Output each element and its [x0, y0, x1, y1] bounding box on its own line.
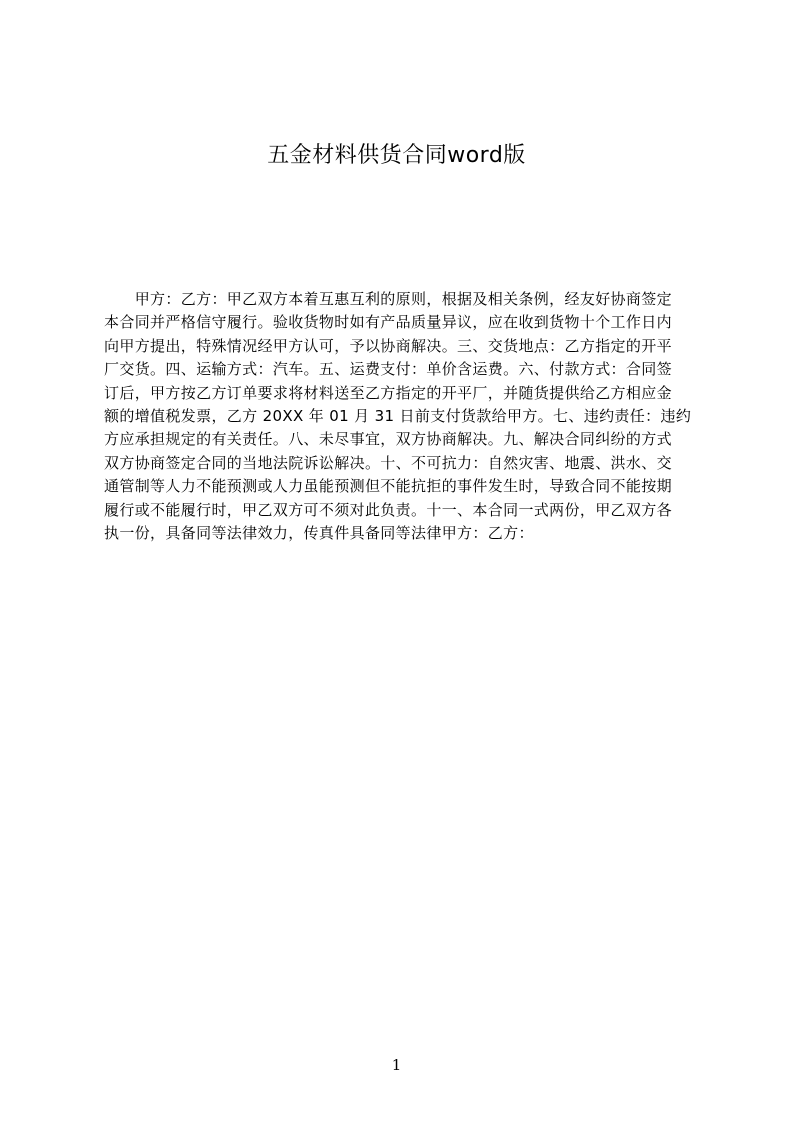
body-line-4: 厂交货。四、运输方式：汽车。五、运费支付：单价含运费。六、付款方式：合同签 — [104, 360, 672, 379]
body-line-10: 履行或不能履行时，甲乙双方可不须对此负责。十一、本合同一式两份，甲乙双方各 — [104, 500, 672, 519]
page-number: 1 — [391, 1056, 402, 1074]
contract-body — [104, 288, 696, 588]
body-line-8: 双方协商签定合同的当地法院诉讼解决。十、不可抗力：自然灾害、地震、洪水、交 — [104, 453, 672, 472]
body-line-5: 订后，甲方按乙方订单要求将材料送至乙方指定的开平厂，并随货提供给乙方相应金 — [104, 383, 672, 402]
document-title: 五金材料供货合同word版 — [267, 143, 526, 168]
body-line-7: 方应承担规定的有关责任。八、未尽事宜，双方协商解决。九、解决合同纠纷的方式 — [104, 430, 672, 449]
body-line-2: 本合同并严格信守履行。验收货物时如有产品质量异议，应在收到货物十个工作日内 — [104, 313, 672, 332]
body-line-11: 执一份，具备同等法律效力，传真件具备同等法律甲方：乙方： — [104, 523, 534, 542]
body-line-9: 通管制等人力不能预测或人力虽能预测但不能抗拒的事件发生时，导致合同不能按期 — [104, 477, 672, 496]
body-line-6: 额的增值税发票，乙方 20XX 年 01 月 31 日前支付货款给甲方。七、违约责任：违约 — [104, 406, 692, 425]
body-line-3: 向甲方提出，特殊情况经甲方认可，予以协商解决。三、交货地点：乙方指定的开平 — [104, 336, 672, 355]
body-line-1: 甲方：乙方：甲乙双方本着互惠互利的原则，根据及相关条例，经友好协商签定 — [104, 290, 672, 308]
